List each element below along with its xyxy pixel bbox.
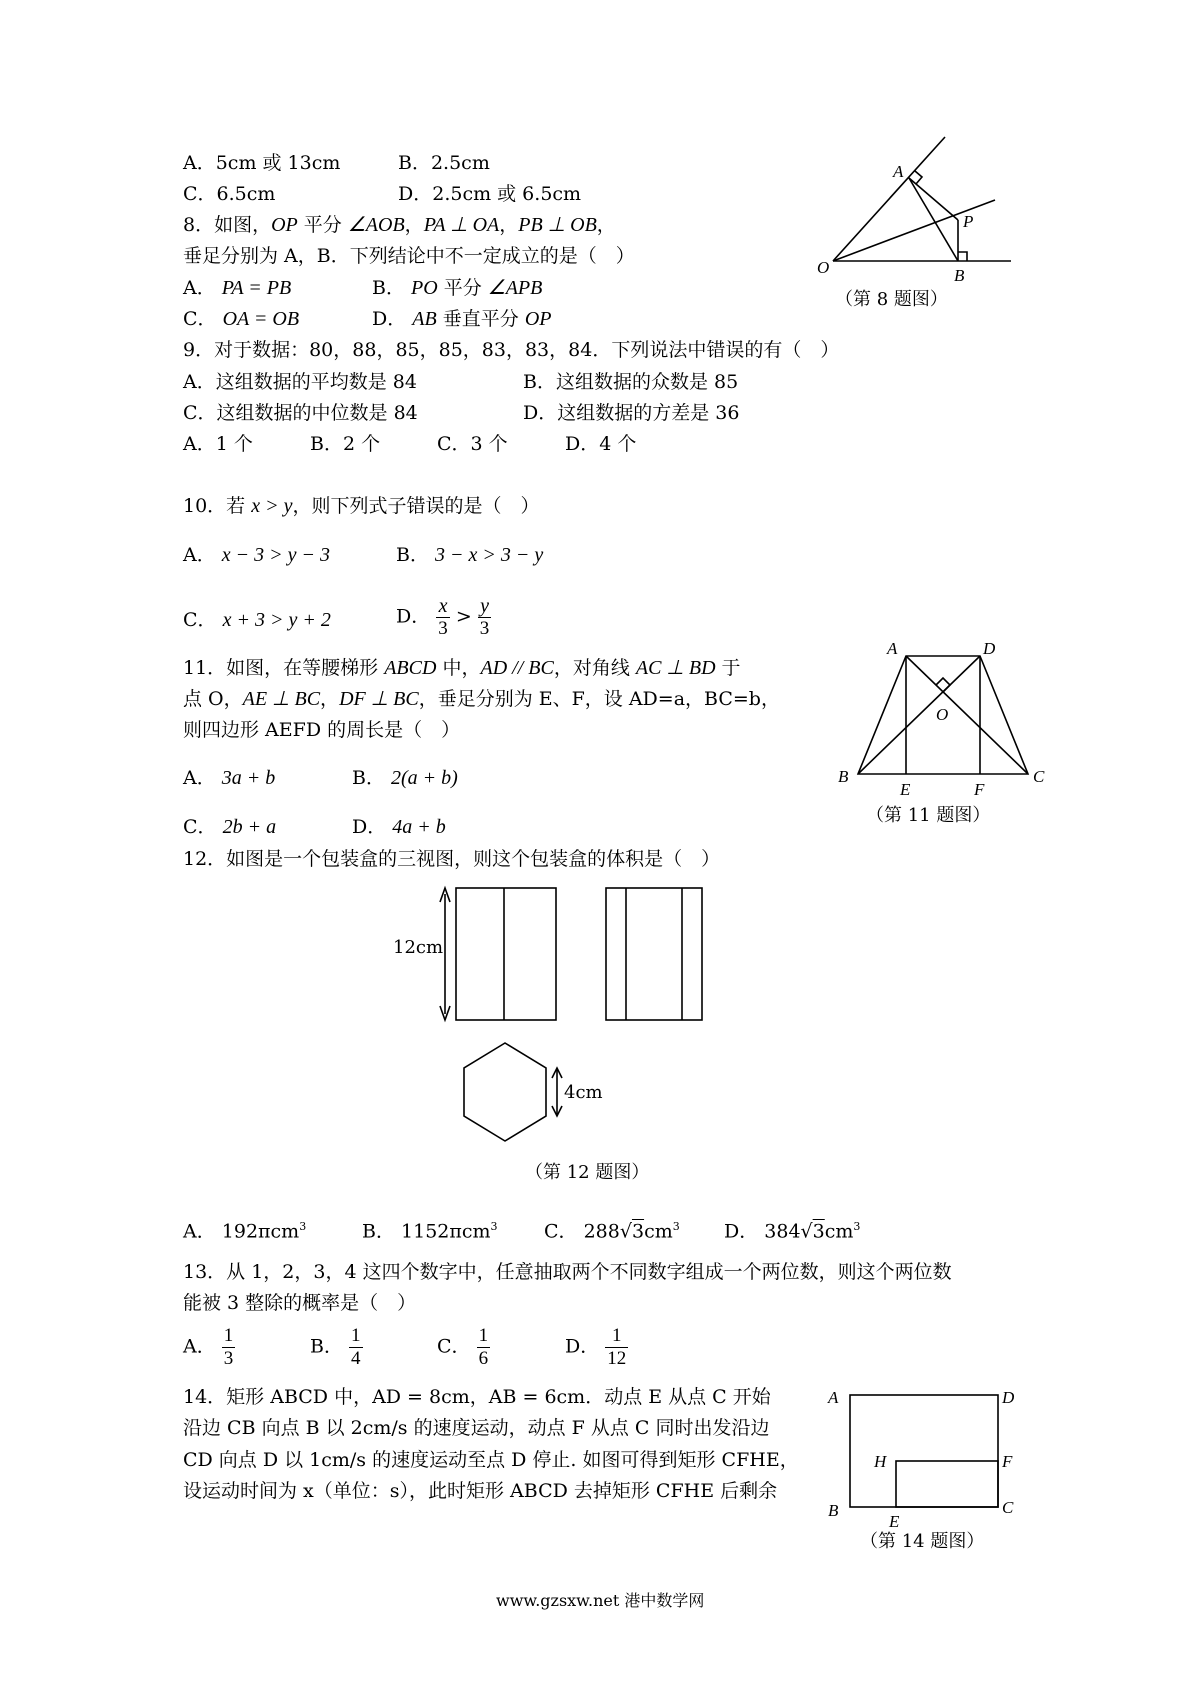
rectangle-cfhe [896, 1461, 998, 1507]
q13-stem-line2: 能被 3 整除的概率是（ ） [183, 1292, 417, 1314]
q12-option-a: A． 192πcm$^3$ [183, 1220, 307, 1243]
q14-stem-line2: 沿边 CB 向点 B 以 2cm/s 的速度运动，动点 F 从点 C 同时出发沿边 [183, 1417, 770, 1439]
q14-stem-line1: 14．矩形 ABCD 中，AD = 8cm，AB = 6cm．动点 E 从点 C 开始 [183, 1386, 771, 1408]
label-c: C [1002, 1498, 1014, 1517]
q8-option-b: B． PO 平分 ∠APB [372, 277, 543, 299]
q12-option-d: D． $384√3cm^3$ [724, 1220, 861, 1243]
label-b: B [954, 266, 965, 285]
q11-stem-line2: 点 O，AE ⊥ BC，DF ⊥ BC，垂足分别为 E、F，设 AD=a，BC=b， [183, 688, 780, 710]
q14-stem-line3: CD 向点 D 以 1cm/s 的速度运动至点 D 停止. 如图可得到矩形 CFHE， [183, 1449, 799, 1471]
q12-caption: （第 12 题图） [525, 1162, 650, 1183]
label-d: D [1002, 1388, 1015, 1407]
diagonal-bd [858, 656, 980, 774]
label-f: F [974, 780, 985, 799]
label-a: A [893, 162, 904, 181]
label-a: A [828, 1388, 839, 1407]
q9-option-c: C．3 个 [437, 433, 508, 455]
q8-option-d: D． AB 垂直平分 OP [372, 308, 552, 330]
q10-option-b: B． 3 − x > 3 − y [396, 544, 544, 566]
q11-option-b: B． 2(a + b) [352, 767, 458, 789]
q14-caption: （第 14 题图） [860, 1531, 985, 1552]
diagonal-ac [906, 656, 1028, 774]
q7-option-d: D．2.5cm 或 6.5cm [398, 183, 582, 205]
q13-option-d: D． $\frac{1}{12}$ [565, 1325, 627, 1369]
label-e: E [889, 1512, 900, 1531]
label-h: H [874, 1452, 887, 1471]
q8-figure [815, 135, 1025, 315]
q8-option-c: C． OA = OB [183, 308, 300, 330]
q7-option-c: C．6.5cm [183, 183, 276, 205]
label-p: P [963, 212, 974, 231]
q9-option-a: A．1 个 [183, 433, 253, 455]
height-label: 12cm [393, 937, 444, 958]
q9-statement-c: C．这组数据的中位数是 84 [183, 402, 418, 424]
top-view-hexagon [464, 1043, 546, 1141]
right-angle-mark-b [958, 252, 967, 261]
label-b: B [838, 767, 849, 786]
q11-option-c: C． 2b + a [183, 816, 277, 838]
q8-caption: （第 8 题图） [835, 289, 948, 310]
q10-option-a: A． x − 3 > y − 3 [183, 544, 331, 566]
q9-statement-d: D．这组数据的方差是 36 [523, 402, 740, 424]
label-e: E [900, 780, 911, 799]
q11-option-a: A． 3a + b [183, 767, 276, 789]
q13-option-a: A． $\frac{1}{3}$ [183, 1325, 234, 1369]
q11-stem-line1: 11．如图，在等腰梯形 ABCD 中，AD // BC，对角线 AC ⊥ BD 于 [183, 657, 741, 679]
label-a: A [887, 639, 898, 658]
q12-option-c: C． $288√3cm^3$ [544, 1220, 680, 1243]
segment-pa [909, 178, 958, 220]
q8-option-a: A． PA = PB [183, 277, 292, 299]
q11-caption: （第 11 题图） [866, 805, 991, 826]
q10-option-d: D． $\frac{x}{3}$ > $\frac{y}{3}$ [396, 595, 490, 639]
right-angle-mark-a [915, 171, 922, 184]
q13-stem-line1: 13．从 1，2，3，4 这四个数字中，任意抽取两个不同数字组成一个两位数，则这个两位数 [183, 1261, 952, 1283]
side-length-label: 4cm [564, 1082, 603, 1103]
page-footer: www.gzsxw.net 港中数学网 [496, 1591, 705, 1610]
q11-stem-line3: 则四边形 AEFD 的周长是（ ） [183, 719, 461, 741]
side-view [606, 888, 702, 1020]
q12-stem: 12．如图是一个包装盒的三视图，则这个包装盒的体积是（ ） [183, 848, 721, 870]
sqrt-icon: √ [619, 1220, 632, 1243]
q12-figure [380, 880, 740, 1200]
ray-oa [833, 137, 945, 261]
q7-option-a: A．5cm 或 13cm [183, 152, 341, 174]
segment-ab [909, 178, 958, 261]
label-o: O [817, 258, 830, 277]
q9-statement-a: A．这组数据的平均数是 84 [183, 371, 417, 393]
q14-figure [820, 1385, 1040, 1555]
label-f: F [1002, 1452, 1013, 1471]
q8-stem-line1: 8．如图，OP 平分 ∠AOB，PA ⊥ OA，PB ⊥ OB， [183, 214, 616, 236]
fraction-x-over-3: $\frac{x}{3}$ [438, 595, 448, 639]
q13-option-c: C． $\frac{1}{6}$ [437, 1325, 489, 1369]
q11-figure [828, 640, 1058, 835]
front-view [456, 888, 556, 1020]
q10-option-c: C． x + 3 > y + 2 [183, 609, 331, 631]
q9-option-b: B．2 个 [310, 433, 381, 455]
q9-stem: 9．对于数据：80，88，85，85，83，83，84．下列说法中错误的有（ ） [183, 339, 840, 361]
q8-stem-line2: 垂足分别为 A，B．下列结论中不一定成立的是（ ） [183, 245, 635, 267]
q9-statement-b: B．这组数据的众数是 85 [523, 371, 739, 393]
label-d: D [983, 639, 996, 658]
label-c: C [1033, 767, 1045, 786]
label-b: B [828, 1501, 839, 1520]
q13-option-b: B． $\frac{1}{4}$ [310, 1325, 361, 1369]
q12-option-b: B． 1152πcm$^3$ [362, 1220, 498, 1243]
right-angle-mark-o [936, 678, 950, 692]
sqrt-icon: √ [800, 1220, 813, 1243]
q9-option-d: D．4 个 [565, 433, 637, 455]
rectangle-abcd [850, 1395, 998, 1507]
fraction-y-over-3: $\frac{y}{3}$ [479, 595, 490, 639]
q11-option-d: D． 4a + b [352, 816, 446, 838]
q7-option-b: B．2.5cm [398, 152, 490, 174]
q14-stem-line4: 设运动时间为 x（单位：s），此时矩形 ABCD 去掉矩形 CFHE 后剩余 [183, 1480, 778, 1502]
q10-stem: 10．若 x > y，则下列式子错误的是（ ） [183, 495, 540, 517]
label-o: O [936, 705, 949, 724]
